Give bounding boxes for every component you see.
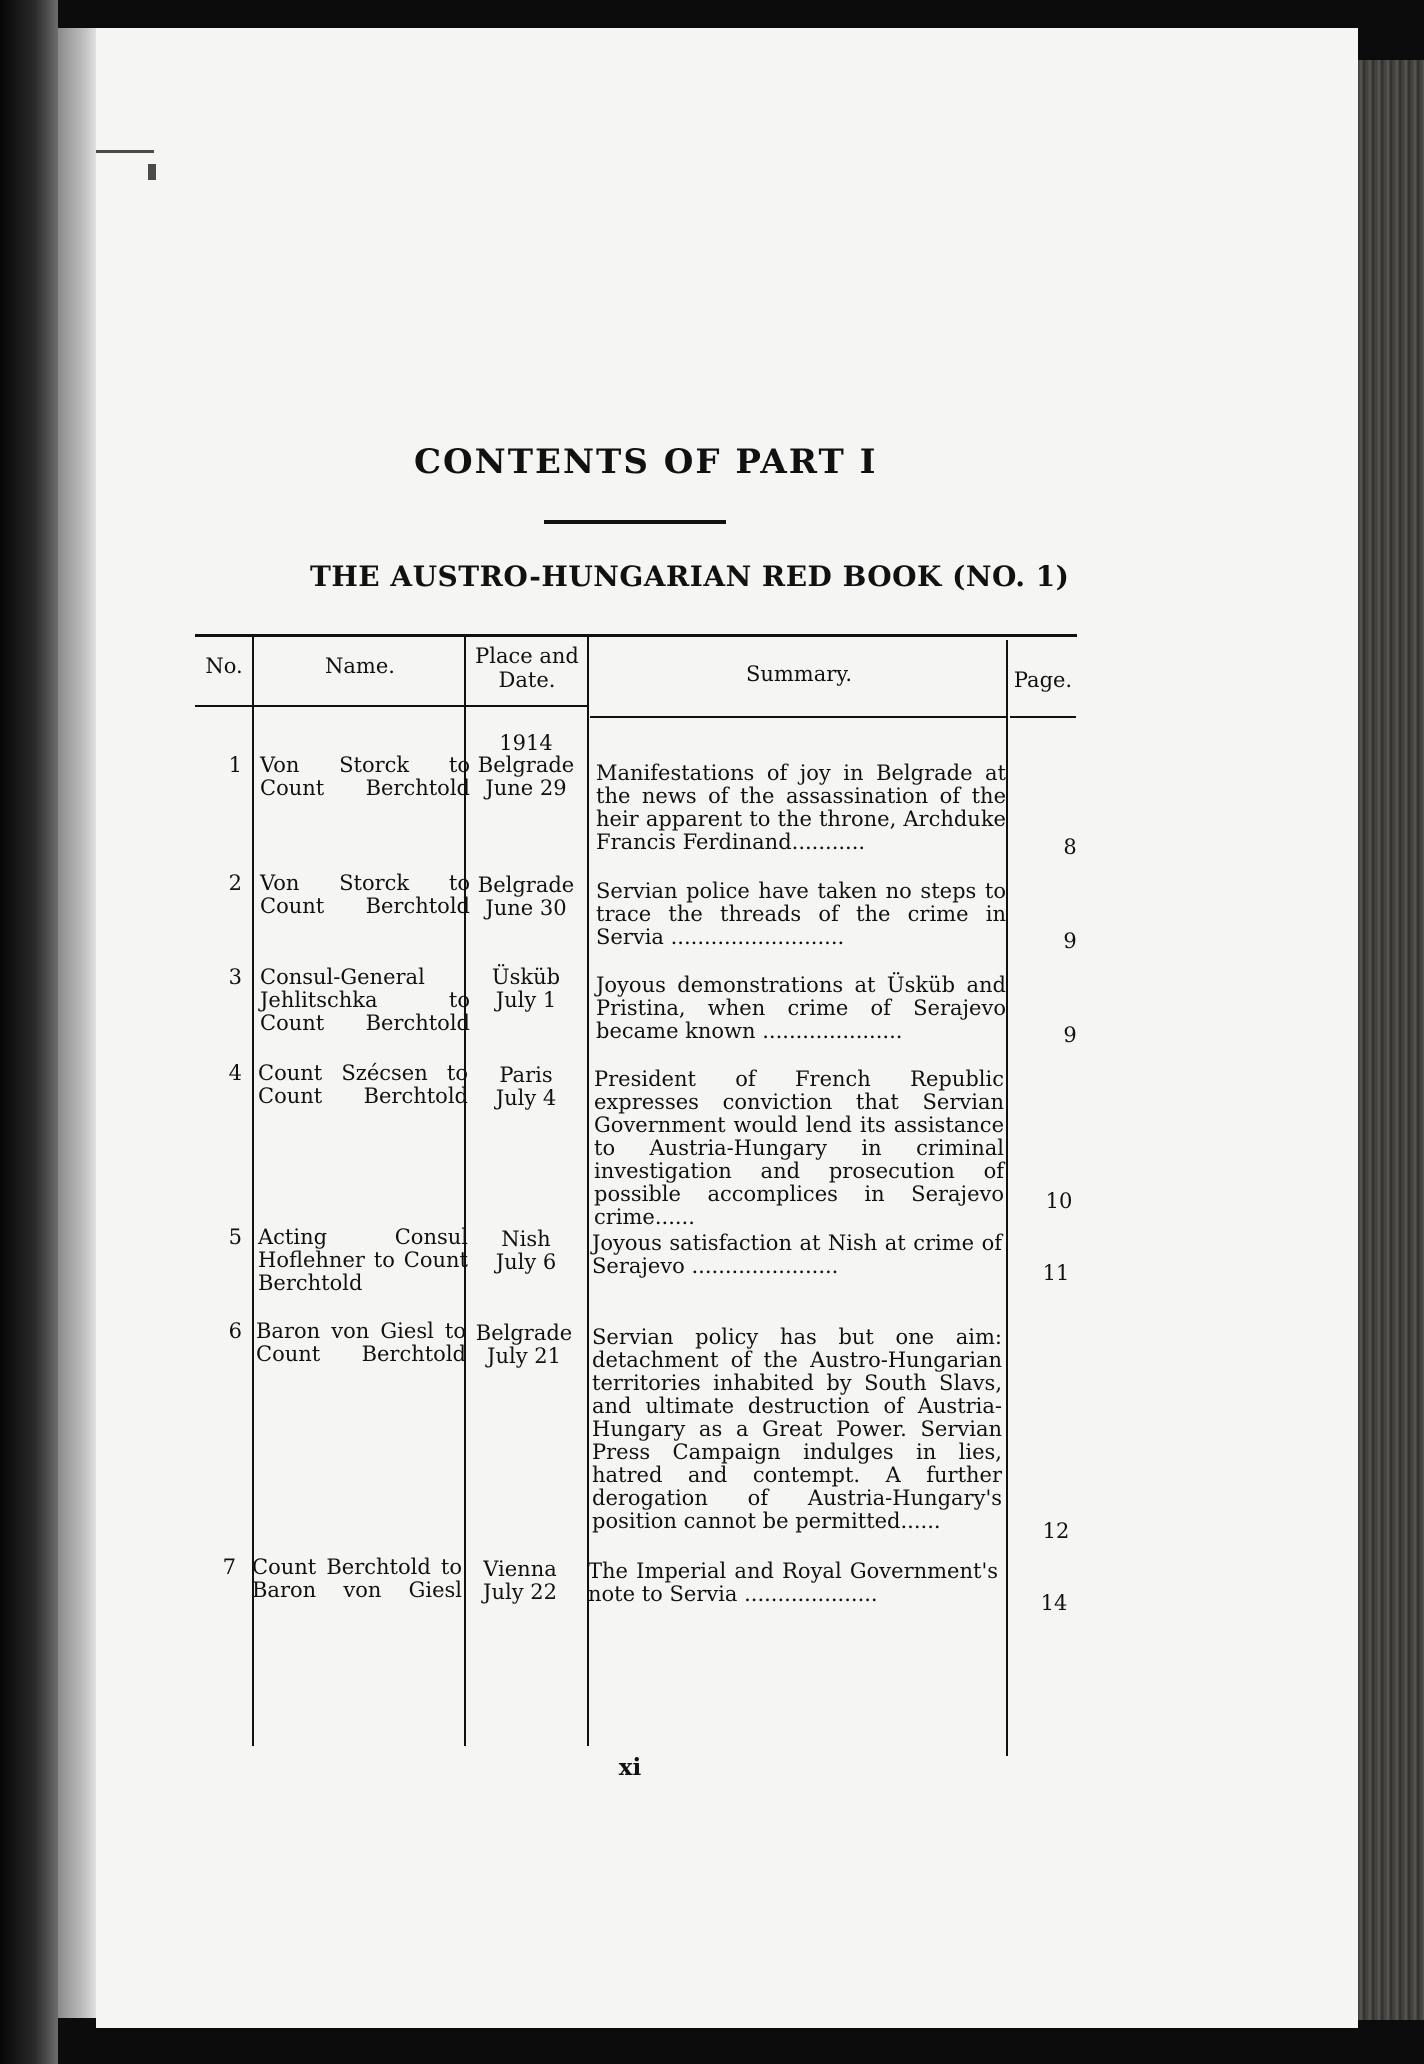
row-number: 4 <box>228 1061 242 1085</box>
year-label: 1914 <box>499 731 553 755</box>
row-date: July 21 <box>487 1344 561 1368</box>
row-place: Belgrade <box>477 753 575 777</box>
table-top-rule <box>195 634 1077 637</box>
row-date: July 6 <box>495 1250 557 1274</box>
row-date: July 22 <box>483 1580 557 1604</box>
row-page: 10 <box>1045 1189 1073 1213</box>
column-divider-summary <box>1006 640 1008 1756</box>
header-page: Page. <box>1013 668 1073 692</box>
row-page: 9 <box>1063 929 1077 953</box>
title-rule <box>544 520 726 524</box>
row-date: July 1 <box>495 988 557 1012</box>
row-number: 5 <box>228 1225 242 1249</box>
row-page: 14 <box>1040 1591 1068 1615</box>
row-number: 1 <box>228 753 242 777</box>
row-page: 12 <box>1042 1519 1070 1543</box>
book-binding <box>58 28 98 2018</box>
row-number: 7 <box>222 1555 236 1579</box>
row-place: Vienna <box>483 1557 557 1581</box>
row-name: Count Berchtold to Baron von Giesl <box>252 1555 462 1602</box>
header-rule-summary <box>590 716 1006 718</box>
scan-mark <box>96 150 154 153</box>
header-no: No. <box>205 654 243 678</box>
row-name: Von Storck to Count Berchtold <box>260 753 470 800</box>
header-name: Name. <box>325 654 395 678</box>
row-number: 3 <box>228 965 242 989</box>
page-subtitle: THE AUSTRO-HUNGARIAN RED BOOK (NO. 1) <box>310 560 1070 593</box>
page-title: CONTENTS OF PART I <box>414 442 878 482</box>
header-rule-page <box>1010 716 1076 718</box>
page-folio: xi <box>618 1754 642 1781</box>
row-place: Nish <box>501 1227 551 1251</box>
row-page: 8 <box>1063 835 1077 859</box>
row-name: Count Szécsen to Count Berchtold <box>258 1061 468 1108</box>
row-date: June 29 <box>485 776 567 800</box>
row-summary: The Imperial and Royal Government's note to Servia .................... <box>588 1559 998 1606</box>
row-summary: Manifestations of joy in Belgrade at the news of the assassination of the heir apparent to the throne, Archduke Francis Ferdinand........... <box>596 761 1006 854</box>
row-place: Belgrade <box>475 1321 573 1345</box>
row-name: Baron von Giesl to Count Berchtold <box>256 1319 466 1366</box>
row-summary: Joyous demonstrations at Üsküb and Pristina, when crime of Serajevo became known ..................... <box>596 973 1006 1043</box>
row-name: Consul-General Jehlitschka to Count Berchtold <box>260 965 470 1035</box>
row-place: Üsküb <box>491 965 561 989</box>
row-summary: Servian policy has but one aim: detachment of the Austro-Hungarian territories inhabited by South Slavs, and ultimate destruction of Austria-Hungary as a Great Power. Servian Press Campaign indulges in lies, hatred and contempt. A further derogation of Austria-Hungary's position cannot be permitted...... <box>592 1325 1002 1533</box>
row-name: Acting Consul Hoflehner to Count Berchtold <box>258 1225 468 1295</box>
row-summary: Servian police have taken no steps to trace the threads of the crime in Servia .......................... <box>596 879 1006 949</box>
row-place: Belgrade <box>477 873 575 897</box>
row-summary: Joyous satisfaction at Nish at crime of Serajevo ...................... <box>592 1231 1002 1278</box>
row-page: 11 <box>1042 1261 1070 1285</box>
row-page: 9 <box>1063 1023 1077 1047</box>
scan-left-edge <box>0 0 58 2064</box>
row-number: 6 <box>228 1319 242 1343</box>
row-place: Paris <box>499 1063 553 1087</box>
header-summary: Summary. <box>745 662 853 686</box>
row-summary: President of French Republic expresses conviction that Servian Government would lend its assistance to Austria-Hungary in criminal investigation and prosecution of possible accomplices in Serajevo crime...... <box>594 1067 1004 1229</box>
header-place-date: Place and Date. <box>475 644 579 692</box>
row-date: June 30 <box>485 896 567 920</box>
scan-mark-dot <box>148 164 156 180</box>
row-date: July 4 <box>495 1086 557 1110</box>
row-number: 2 <box>228 871 242 895</box>
row-name: Von Storck to Count Berchtold <box>260 871 470 918</box>
book-spine <box>1358 60 1424 2020</box>
